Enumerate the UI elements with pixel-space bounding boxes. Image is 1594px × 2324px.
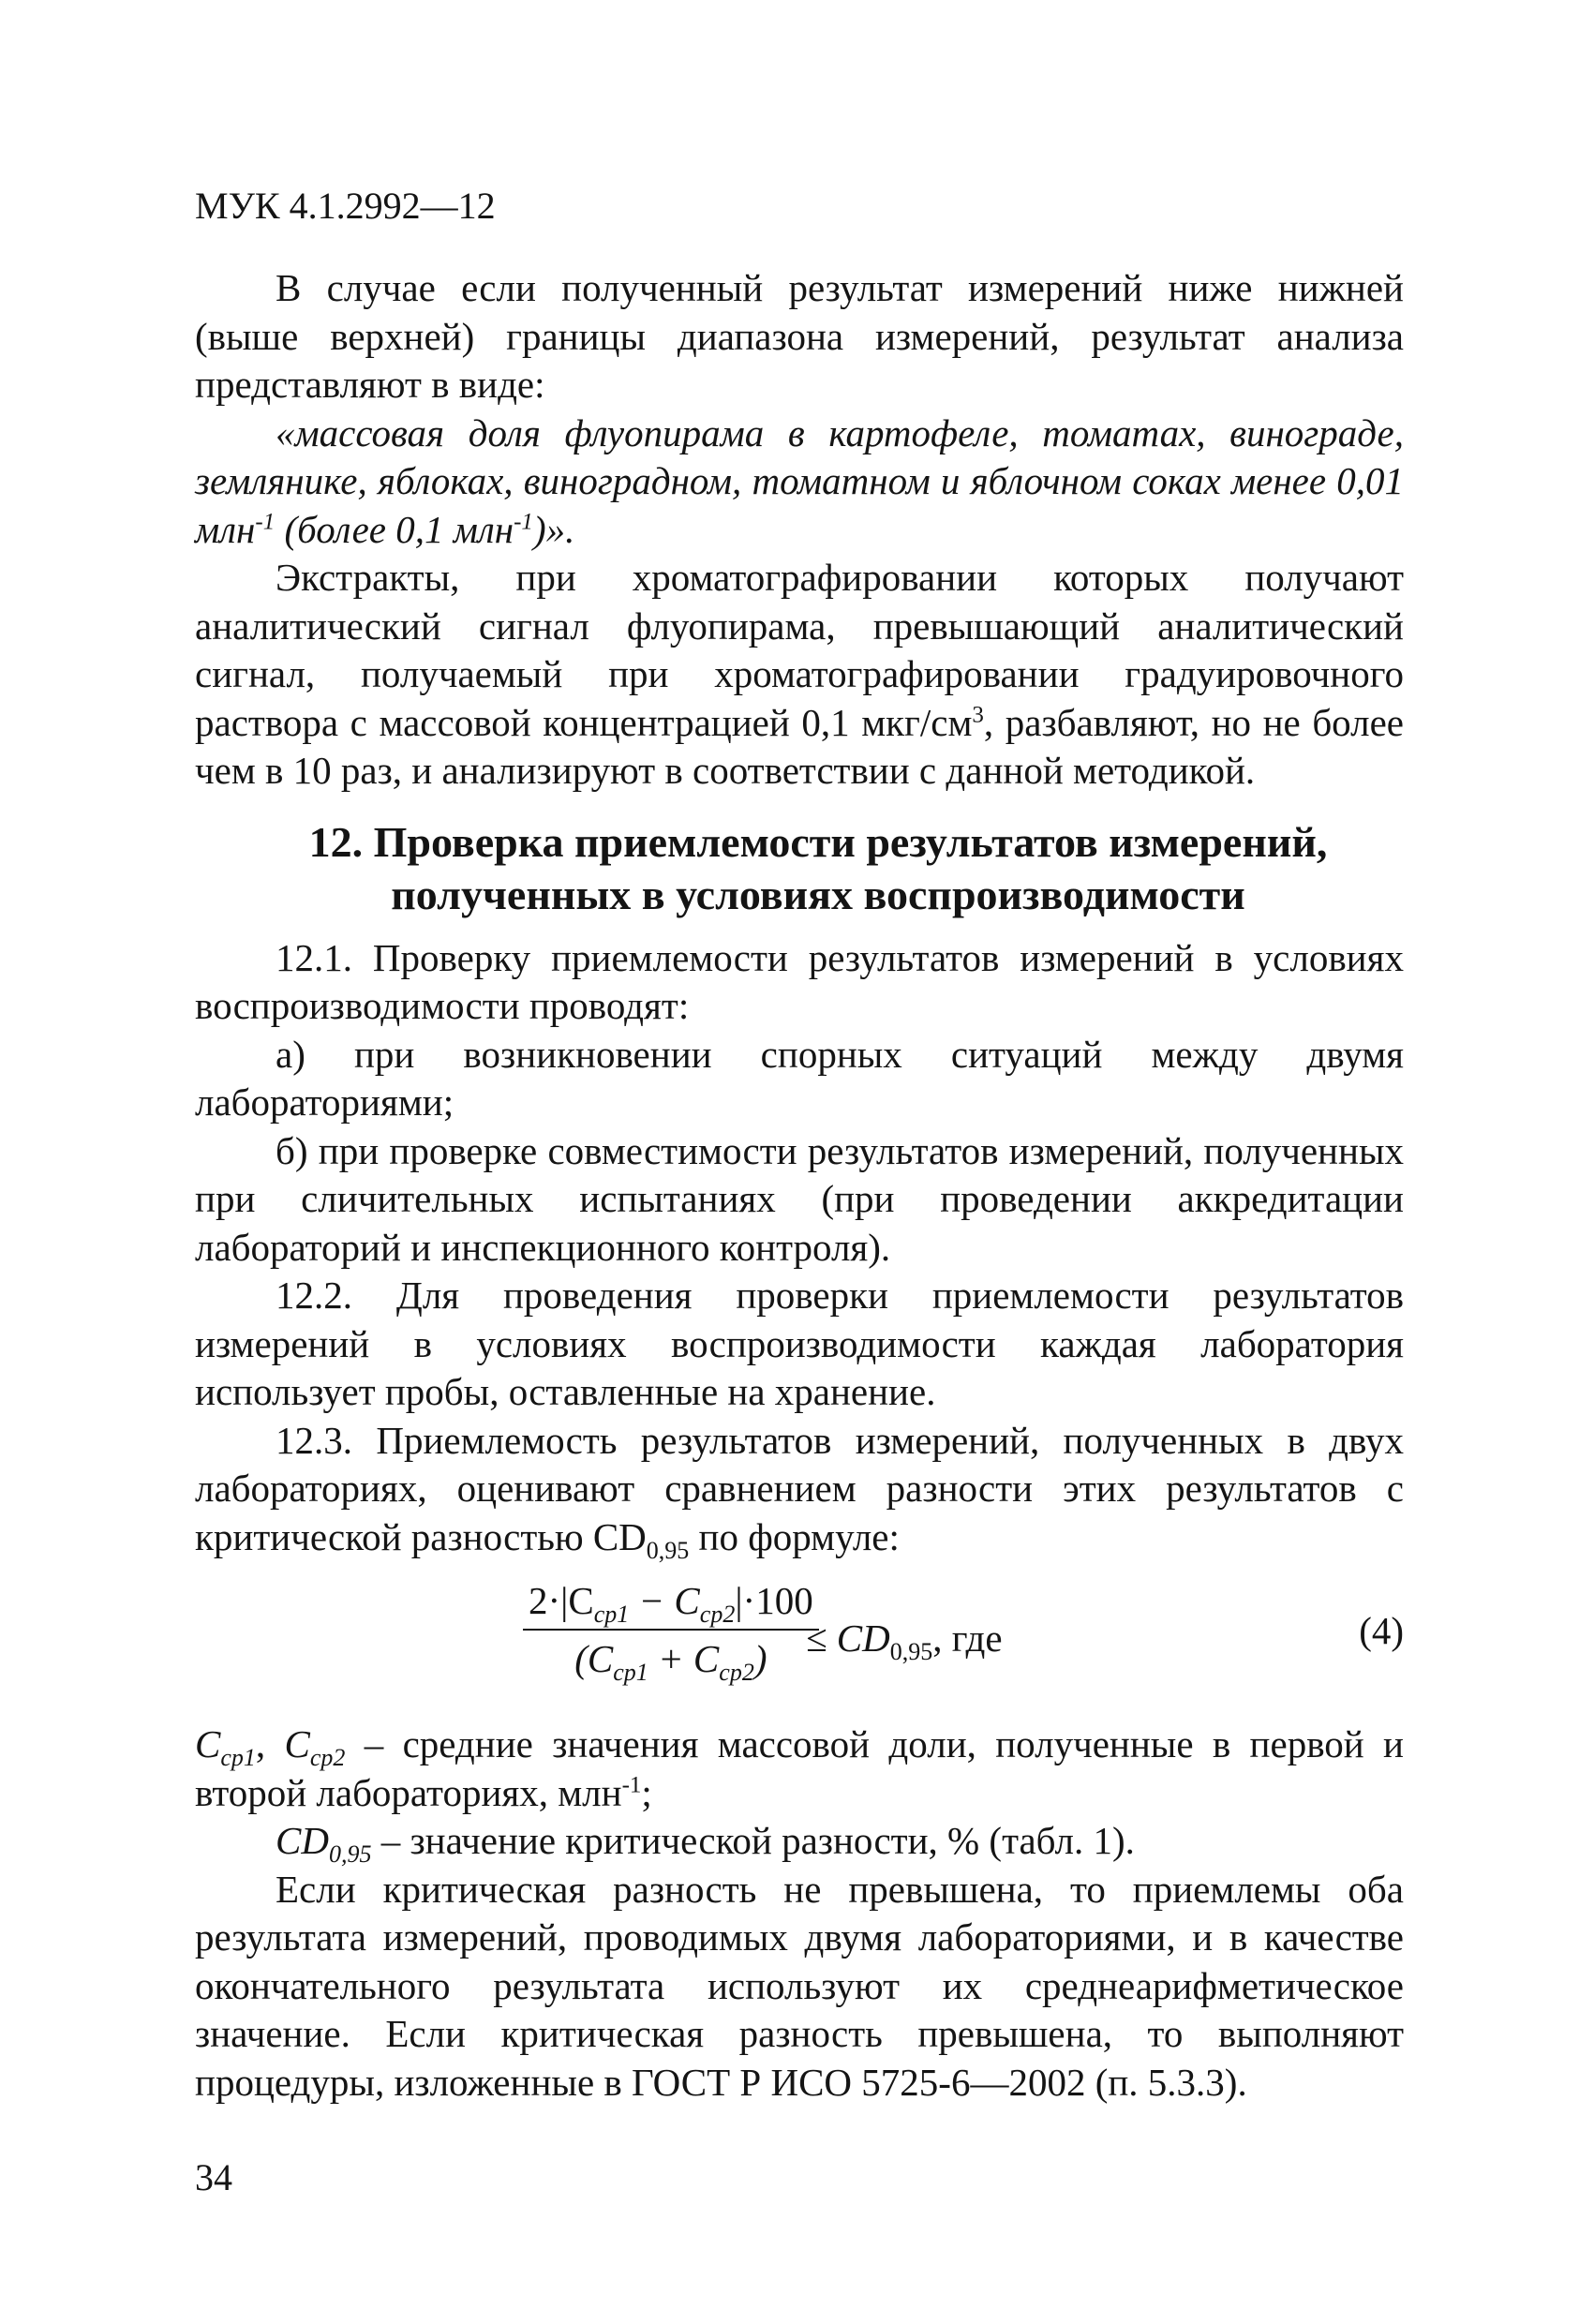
legend-c: $C_{cp1}$, $C_{cp2}$ – средние значения массовой доли, полученные в первой и второй лабораториях, млн$^{-1}$; xyxy=(195,1722,1404,1814)
quote-middle: (более 0,1 млн xyxy=(275,507,514,551)
formula-fraction xyxy=(523,1578,819,1687)
quote-end: )». xyxy=(532,507,575,551)
list-item-a: а) при возникновении спорных ситуаций между двумя лабораториями; xyxy=(195,1032,1404,1124)
paragraph-12-3-text: 12.3. Приемлемость результатов измерений, полученных в двух лабораториях, оценивают сравнением разности этих результатов с критической разностью CD xyxy=(195,1418,1404,1558)
page-header: МУК 4.1.2992—12 xyxy=(195,185,496,227)
formula-relation: ≤ $CD_{0,95}$, где xyxy=(806,1616,1003,1666)
section-heading xyxy=(195,816,1404,921)
paragraph-12-2: 12.2. Для проведения проверки приемлемости результатов измерений в условиях воспроизводимости каждая лаборатория использует пробы, оставленные на хранение. xyxy=(195,1274,1404,1413)
quote-exponent-1: -1 xyxy=(255,508,276,534)
formula-numerator: $2\cdot|C_{ср1} - C_{ср2}|\cdot 100$ xyxy=(523,1578,819,1631)
quote-text: «массовая доля флуопирама в картофеле, томатах, винограде, землянике, яблоках, виноградном, томатном и яблочном соках менее 0,01 млн xyxy=(195,410,1404,551)
paragraph-extracts xyxy=(195,554,1404,796)
section-title-line-2: полученных в условиях воспроизводимости xyxy=(391,870,1245,918)
formula-denominator: $(C_{ср1} + C_{ср2})$ xyxy=(574,1637,767,1687)
formula-4 xyxy=(195,1571,1404,1711)
list-item-b: б) при проверке совместимости результатов измерений, полученных при сличительных испытаниях (при проведении аккредитации лабораторий и инспекционного контроля). xyxy=(195,1128,1404,1269)
section-title-line-1: 12. Проверка приемлемости результатов измерений, xyxy=(308,817,1328,866)
paragraph-12-3-end: по формуле: xyxy=(689,1514,900,1558)
paragraph-12-1: 12.1. Проверку приемлемости результатов измерений в условиях воспроизводимости проводят: xyxy=(195,935,1404,1027)
legend-cd: $CD_{0,95}$ – значение критической разности, % (табл. 1). xyxy=(276,1819,1135,1869)
page-body xyxy=(195,264,1404,2107)
paragraph-final: Если критическая разность не превышена, то приемлемы оба результата измерений, проводимых двумя лабораториями, и в качестве окончательного результата используют их среднеарифметическое значение. Если критическая разность превышена, то выполняют процедуры, изложенные в ГОСТ Р ИСО 5725-6—2002 (п. 5.3.3). xyxy=(195,1867,1404,2104)
quote-exponent-2: -1 xyxy=(514,508,533,534)
extracts-text-end: , разбавляют, но не более чем в 10 раз, и анализируют в соответствии с данной методикой. xyxy=(195,700,1404,792)
paragraph-12-3 xyxy=(195,1417,1404,1562)
extracts-text: Экстракты, при хроматографировании которых получают аналитический сигнал флуопирама, превышающий аналитический сигнал, получаемый при хроматографировании градуировочного раствора с массовой концентрацией 0,1 мкг/см xyxy=(195,556,1404,744)
page-number: 34 xyxy=(195,2156,232,2198)
cd-subscript: 0,95 xyxy=(646,1536,690,1564)
result-quote xyxy=(195,410,1404,555)
extracts-exponent: 3 xyxy=(972,701,984,727)
paragraph-out-of-range: В случае если полученный результат измерений ниже нижней (выше верхней) границы диапазона измерений, результат анализа представляют в виде: xyxy=(195,266,1404,406)
formula-number: (4) xyxy=(1359,1609,1404,1652)
